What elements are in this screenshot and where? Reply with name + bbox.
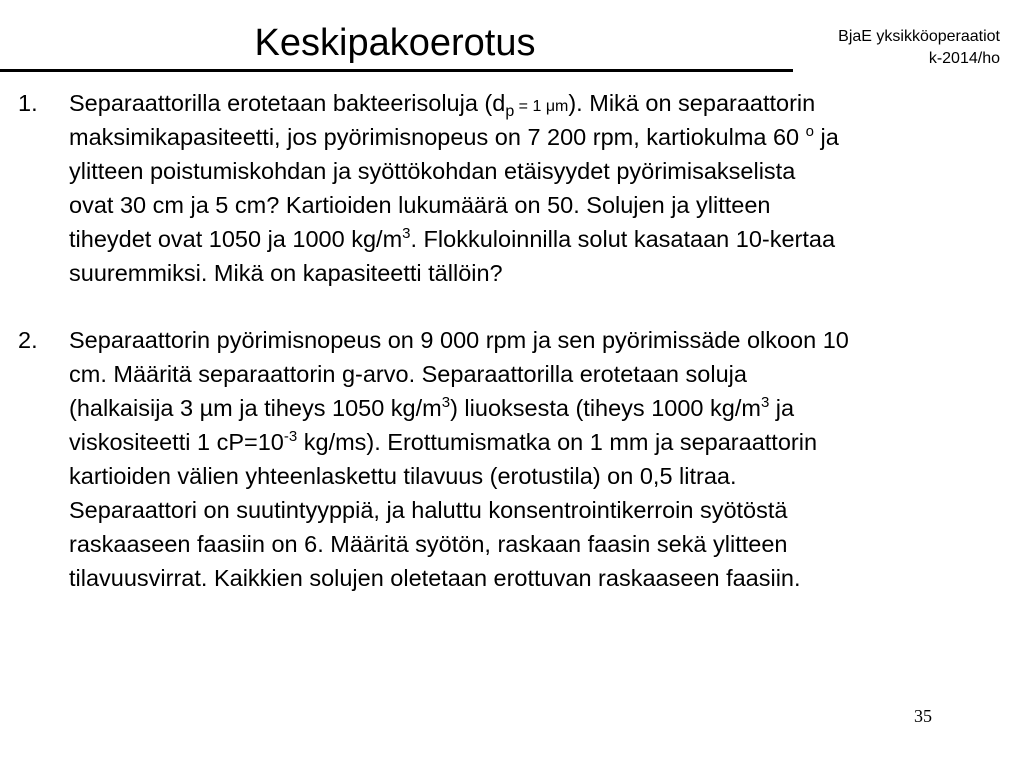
problem-line: viskositeetti 1 $cP=10^{-3}$ kg/ms). Erottumismatka on 1 mm ja separaattorin (69, 428, 818, 455)
problem-line: kartioiden välien yhteenlaskettu tilavuus (erotustila) on 0,5 litraa. (69, 463, 737, 489)
problem-line: Separaattorin pyörimisnopeus on 9 000 rpm ja sen pyörimissäde olkoon 10 (69, 327, 849, 353)
course-name: BjaE yksikköoperaatiot (838, 28, 1000, 45)
problem-line: Separaattorilla erotetaan bakteerisoluja ($d_p = 1$ μm). Mikä on separaattorin (69, 90, 816, 120)
problem-number: 1. (18, 90, 38, 116)
problem-line: (halkaisija 3 µm ja tiheys 1050 $kg/m^3$) liuoksesta (tiheys 1000 $kg/m^3$ ja (69, 394, 795, 421)
problem-line: tiheydet ovat 1050 ja 1000 $kg/m^3$. Flokkuloinnilla solut kasataan 10-kertaa (69, 225, 836, 252)
problem-line: maksimikapasiteetti, jos pyörimisnopeus on 7 200 rpm, kartiokulma 60 $^o$ ja (69, 123, 839, 150)
problem-line: ovat 30 cm ja 5 cm? Kartioiden lukumäärä on 50. Solujen ja ylitteen (69, 192, 771, 218)
course-term: k-2014/ho (928, 50, 1000, 67)
problem-number: 2. (18, 327, 38, 353)
title-underline (0, 69, 793, 72)
problem-line: suuremmiksi. Mikä on kapasiteetti tällöin? (69, 260, 503, 286)
problem-line: Separaattori on suutintyyppiä, ja haluttu konsentrointikerroin syötöstä (69, 497, 788, 523)
slide-title: Keskipakoerotus (254, 22, 536, 64)
problem-line: ylitteen poistumiskohdan ja syöttökohdan etäisyydet pyörimisakselista (69, 158, 796, 184)
course-info (838, 26, 1000, 70)
page-number: 35 (914, 706, 932, 726)
problem-line: tilavuusvirrat. Kaikkien solujen oletetaan erottuvan raskaaseen faasiin. (69, 565, 801, 591)
problem-line: raskaaseen faasiin on 6. Määritä syötön, raskaan faasin sekä ylitteen (69, 531, 788, 557)
problem-line: cm. Määritä separaattorin g-arvo. Separaattorilla erotetaan soluja (69, 361, 747, 387)
